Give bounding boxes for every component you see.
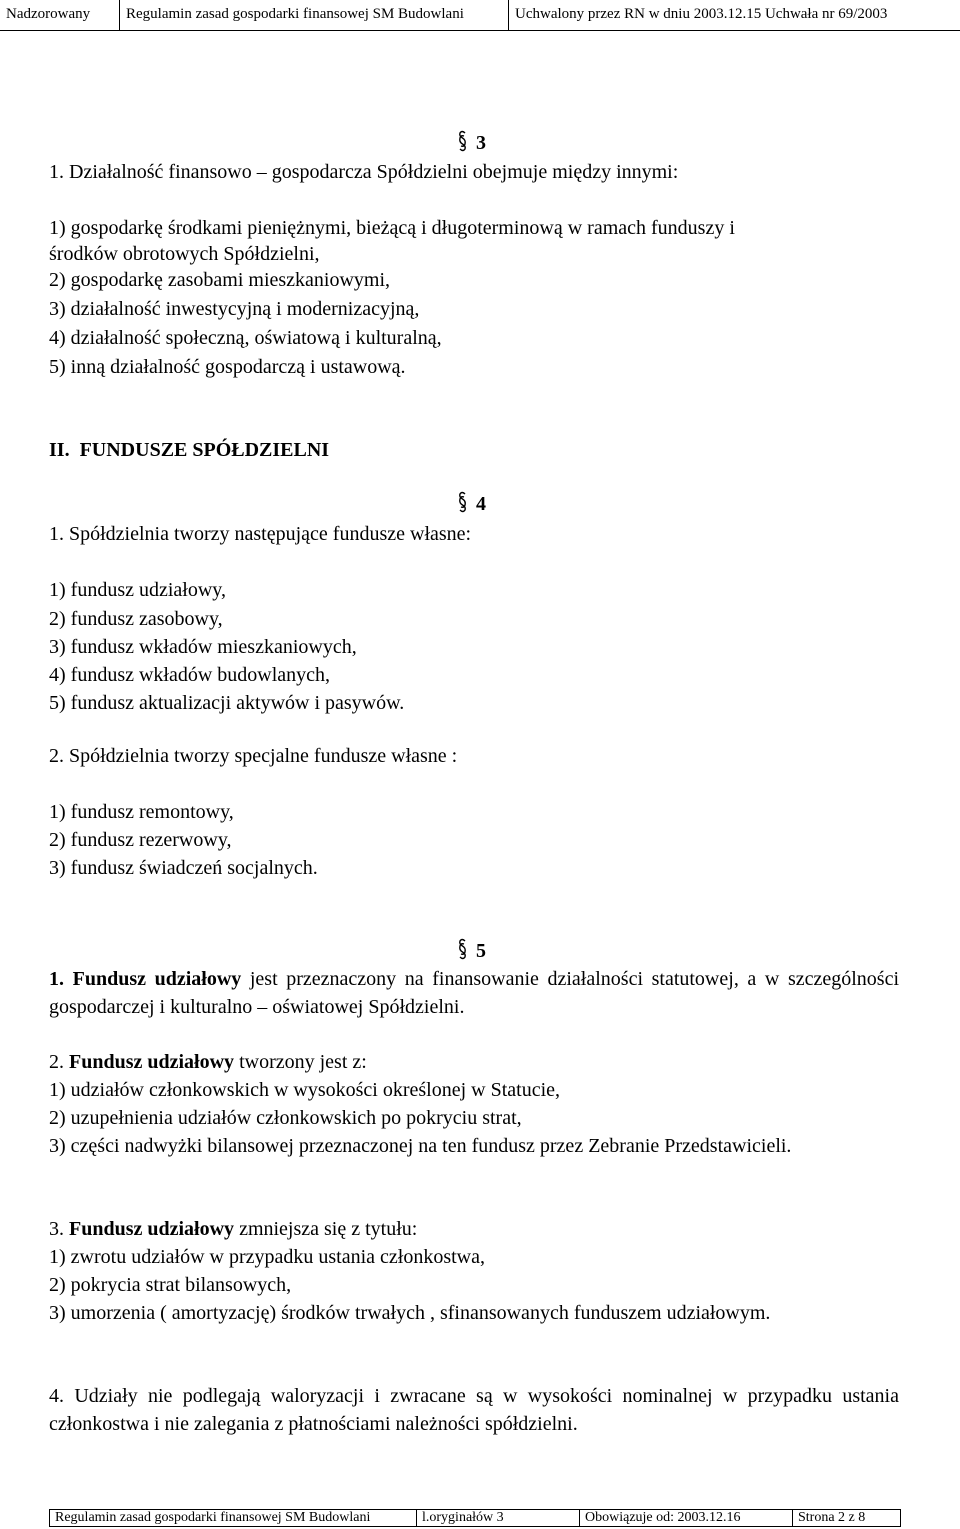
list-item: 3) umorzenia ( amortyzację) środków trwałych , sfinansowanych funduszem udziałowym. (49, 1302, 771, 1324)
section-4-paragraph-2: 2. Spółdzielnia tworzy specjalne fundusze własne : (49, 745, 458, 767)
list-item: 2) fundusz zasobowy, (49, 608, 223, 630)
list-item: 3) fundusz wkładów mieszkaniowych, (49, 636, 357, 658)
header-approved: Uchwalony przez RN w dniu 2003.12.15 Uchwała nr 69/2003 (515, 6, 888, 22)
footer-copies: l.oryginałów 3 (417, 1510, 580, 1526)
header-title: Regulamin zasad gospodarki finansowej SM Budowlani (120, 0, 509, 30)
section-3-intro: 1. Działalność finansowo – gospodarcza Spółdzielni obejmuje między innymi: (49, 161, 679, 183)
chapter-title: FUNDUSZE SPÓŁDZIELNI (79, 439, 330, 461)
list-item: 3) działalność inwestycyjną i modernizacyjną, (49, 298, 420, 320)
list-item: 3) części nadwyżki bilansowej przeznaczonej na ten fundusz przez Zebranie Przedstawicieli. (49, 1135, 792, 1157)
list-item: 4) działalność społeczną, oświatową i kulturalną, (49, 327, 442, 349)
section-5-paragraph-2: 2. Fundusz udziałowy tworzony jest z: (49, 1051, 367, 1073)
chapter-heading (49, 436, 329, 464)
list-item: 3) fundusz świadczeń socjalnych. (49, 857, 318, 879)
page-header (0, 0, 960, 31)
section-4-number: 4 (476, 493, 486, 515)
section-5-number: 5 (476, 940, 486, 962)
list-item: 5) fundusz aktualizacji aktywów i pasywów. (49, 692, 405, 714)
section-5-paragraph-1: 1. Fundusz udziałowy jest przeznaczony na finansowanie działalności statutowej, a w szczególności gospodarczej i kulturalno – oświatowej Spółdzielni. (49, 968, 900, 1018)
section-4-heading (458, 490, 486, 518)
list-item: 1) fundusz remontowy, (49, 801, 234, 823)
footer-effective-date: Obowiązuje od: 2003.12.16 (580, 1510, 793, 1526)
section-5-paragraph-3: 3. Fundusz udziałowy zmniejsza się z tytułu: (49, 1218, 418, 1240)
list-item: 1) udziałów członkowskich w wysokości określonej w Statucie, (49, 1079, 561, 1101)
section-sign-icon (458, 491, 467, 513)
list-item: 4) fundusz wkładów budowlanych, (49, 664, 331, 686)
fund-name: Fundusz udziałowy (72, 968, 242, 990)
section-5-heading (458, 937, 486, 965)
list-item: 2) pokrycia strat bilansowych, (49, 1274, 292, 1296)
header-status: Nadzorowany (0, 0, 120, 30)
list-item: 5) inną działalność gospodarczą i ustawową. (49, 356, 406, 378)
list-item: 1) fundusz udziałowy, (49, 579, 226, 601)
section-sign-icon (458, 130, 467, 152)
page-footer (49, 1509, 901, 1527)
list-item: 1) zwrotu udziałów w przypadku ustania członkostwa, (49, 1246, 485, 1268)
chapter-number: II. (49, 439, 70, 461)
section-3-number: 3 (476, 132, 486, 154)
list-item: 2) gospodarkę zasobami mieszkaniowymi, (49, 269, 391, 291)
fund-name: Fundusz udziałowy (69, 1051, 235, 1073)
list-item: środków obrotowych Spółdzielni, (49, 243, 320, 265)
footer-page-number: Strona 2 z 8 (798, 1510, 866, 1525)
section-4-paragraph-1: 1. Spółdzielnia tworzy następujące fundusze własne: (49, 523, 472, 545)
list-item: 2) fundusz rezerwowy, (49, 829, 232, 851)
fund-name: Fundusz udziałowy (69, 1218, 235, 1240)
footer-title: Regulamin zasad gospodarki finansowej SM Budowlani (50, 1510, 417, 1526)
list-item: 1) gospodarkę środkami pieniężnymi, bieżącą i długoterminową w ramach funduszy i (49, 217, 735, 239)
section-3-heading (458, 129, 486, 157)
section-sign-icon (458, 938, 467, 960)
list-item: 2) uzupełnienia udziałów członkowskich po pokryciu strat, (49, 1107, 522, 1129)
section-5-paragraph-4: 4. Udziały nie podlegają waloryzacji i zwracane są w wysokości nominalnej w przypadku ustania członkostwa i nie zalegania z płatnościami należności spółdzielni. (49, 1385, 899, 1435)
